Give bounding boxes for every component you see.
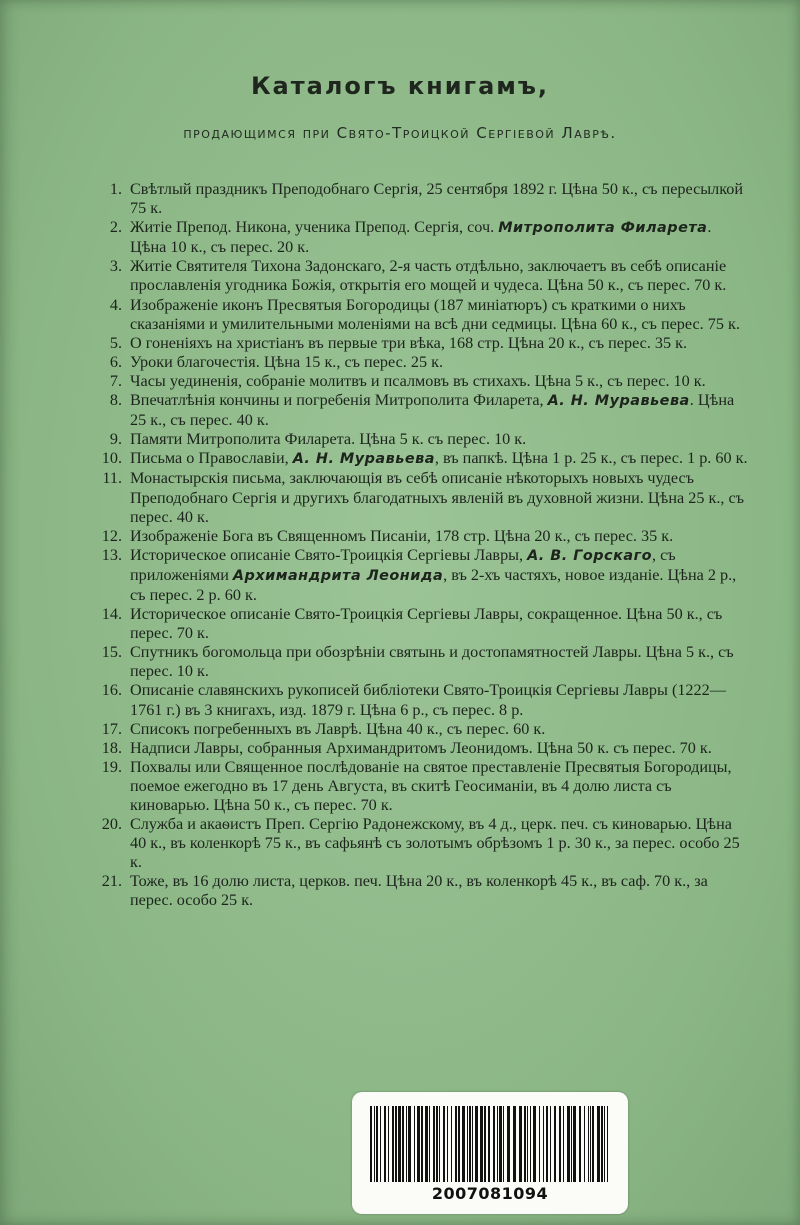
barcode-bar [443, 1106, 445, 1182]
entry-text: Историческое описаніе Свято-Троицкія Сергіевы Лавры, [130, 545, 528, 564]
barcode-bar [573, 1106, 576, 1182]
barcode-bar [384, 1106, 386, 1182]
entry-number: 18. [101, 738, 122, 757]
catalog-entry [88, 739, 748, 758]
barcode-bar [588, 1106, 589, 1182]
catalog-entry [88, 758, 748, 815]
barcode-bar [447, 1106, 448, 1182]
barcode-bar [414, 1106, 415, 1182]
barcode-bar [436, 1106, 438, 1182]
entry-text: . Цѣна 25 к., съ перес. 40 к. [130, 391, 735, 430]
entry-text: , съ приложеніями [130, 545, 676, 584]
barcode-bar [455, 1106, 457, 1182]
barcode-bar [484, 1106, 486, 1182]
entry-text: Надписи Лавры, собранныя Архимандритомъ Леонидомъ. Цѣна 50 к. съ перес. 70 к. [130, 738, 712, 757]
entry-text: . Цѣна 10 к., съ перес. 20 к. [130, 218, 712, 257]
barcode-bar [469, 1106, 471, 1182]
barcode-bar [584, 1106, 585, 1182]
barcode-bar [488, 1106, 490, 1182]
entry-number: 1. [109, 180, 122, 198]
catalog-entry [88, 527, 748, 546]
barcode-bar [539, 1106, 540, 1182]
entry-number: 19. [101, 757, 122, 776]
barcode-bar [590, 1106, 591, 1182]
barcode-bar [550, 1106, 551, 1182]
catalog-list [88, 180, 748, 911]
barcode-number: 2007081094 [431, 1184, 549, 1203]
catalog-title: Каталогъ книгамъ, [250, 72, 550, 100]
barcode-bar [472, 1106, 473, 1182]
barcode-bar [406, 1106, 407, 1182]
barcode-bar [607, 1106, 608, 1182]
barcode-bar [530, 1106, 531, 1182]
barcode-bar [546, 1106, 548, 1182]
entry-text: Житіе Святителя Тихона Задонскаго, 2-я часть отдѣльно, заключаетъ въ себѣ описаніе прославленія угодника Божія, открытія его мощей и чудеса. Цѣна 50 к., съ перес. 70 к. [130, 257, 727, 295]
entry-text: Тоже, въ 16 долю листа, церков. печ. Цѣна 20 к., въ коленкорѣ 45 к., въ саф. 70 к., за перес. особо 25 к. [130, 872, 708, 910]
entry-text: Спутникъ богомольца при обозрѣніи святынь и достопамятностей Лавры. Цѣна 5 к., съ перес. 10 к. [130, 643, 734, 681]
catalog-entry [88, 546, 748, 605]
barcode-bar [519, 1106, 522, 1182]
barcode-bar [527, 1106, 528, 1182]
catalog-entry [88, 353, 748, 372]
entry-author: А. В. Горскаго [527, 547, 652, 564]
entry-number: 14. [101, 605, 122, 624]
barcode-bar [402, 1106, 404, 1182]
entry-number: 21. [101, 872, 122, 891]
barcode-bar [475, 1106, 478, 1182]
barcode-bar [417, 1106, 420, 1182]
catalog-entry [88, 296, 748, 334]
barcode-label [352, 1092, 628, 1214]
barcode-bar [543, 1106, 544, 1182]
barcode-bar [554, 1106, 556, 1182]
entry-number: 9. [109, 430, 122, 449]
entry-number: 11. [102, 469, 122, 488]
barcode-bar [499, 1106, 502, 1182]
barcode-bar [376, 1106, 378, 1182]
barcode-bar [497, 1106, 498, 1182]
barcode-bar [462, 1106, 465, 1182]
barcode-bar [507, 1106, 510, 1182]
catalog-entry [88, 430, 748, 449]
barcode-bar [408, 1106, 411, 1182]
entry-text: Похвалы или Священное послѣдованіе на святое преставленіе Пресвятыя Богородицы, поемое ежегодно въ 17 день Августа, въ скитѣ Геосиманіи, въ 4 долю листа съ киноварью. Цѣна 50 к., съ перес. 70 к. [130, 757, 732, 814]
catalog-entry [88, 180, 748, 218]
barcode-bar [567, 1106, 570, 1182]
barcode-bar [370, 1106, 372, 1182]
entry-number: 5. [109, 333, 122, 352]
barcode-bar [392, 1106, 394, 1182]
entry-text: О гоненіяхъ на христіанъ въ первые три вѣка, 168 стр. Цѣна 20 к., съ перес. 35 к. [130, 333, 688, 352]
barcode-bar [433, 1106, 435, 1182]
barcode-bar [597, 1106, 600, 1182]
entry-text: Впечатлѣнія кончины и погребенія Митрополита Филарета, [130, 391, 548, 410]
barcode-bar [533, 1106, 536, 1182]
entry-text: Описаніе славянскихъ рукописей библіотеки Свято-Троицкія Сергіевы Лавры (1222—1761 г.) въ 3 книгахъ, изд. 1879 г. Цѣна 6 р., съ перес. 8 р. [130, 681, 726, 719]
catalog-entry [88, 334, 748, 353]
entry-author: Митрополита Филарета [498, 220, 708, 237]
barcode-bar [524, 1106, 526, 1182]
entry-text: Уроки благочестія. Цѣна 15 к., съ перес. 25 к. [130, 352, 443, 371]
entry-number: 12. [101, 526, 122, 545]
entry-number: 17. [101, 719, 122, 738]
entry-text: Списокъ погребенныхъ въ Лаврѣ. Цѣна 40 к., съ перес. 60 к. [130, 719, 546, 738]
barcode-bar [592, 1106, 594, 1182]
entry-number: 2. [109, 218, 122, 237]
barcode-bar [458, 1106, 460, 1182]
entry-number: 15. [101, 643, 122, 662]
catalog-entry [88, 872, 748, 910]
entry-text: , въ 2-хъ частяхъ, новое изданіе. Цѣна 2 р., съ перес. 2 р. 60 к. [130, 565, 737, 604]
entry-text: Монастырскія письма, заключающія въ себѣ описаніе нѣкоторыхъ новыхъ чудесъ Преподобнаго Сергія и другихъ благодатныхъ явленій въ духовной жизни. Цѣна 25 к., съ перес. 40 к. [130, 469, 745, 526]
barcode-bar [388, 1106, 389, 1182]
entry-text: Памяти Митрополита Филарета. Цѣна 5 к. съ перес. 10 к. [130, 430, 527, 449]
entry-author: А. Н. Муравьева [292, 451, 435, 468]
barcode-bar [579, 1106, 581, 1182]
barcode-bar [571, 1106, 572, 1182]
entry-number: 20. [101, 815, 122, 834]
barcode-bar [451, 1106, 452, 1182]
entry-author: А. Н. Муравьева [547, 393, 690, 410]
entry-text: Житіе Препод. Никона, ученика Препод. Сергія, соч. [130, 218, 499, 237]
catalog-entry [88, 643, 748, 681]
barcode-bar [601, 1106, 603, 1182]
catalog-entry [88, 605, 748, 643]
entry-text: Часы уединенія, собраніе молитвъ и псалмовъ въ стихахъ. Цѣна 5 к., съ перес. 10 к. [130, 371, 706, 390]
barcode-bar [439, 1106, 440, 1182]
catalog-entry [88, 681, 748, 719]
barcode-bar [467, 1106, 468, 1182]
barcode-bar [604, 1106, 605, 1182]
entry-text: Свѣтлый праздникъ Преподобнаго Сергія, 25 сентября 1892 г. Цѣна 50 к., съ пересылкой 75 к. [130, 180, 744, 218]
entry-text: Изображеніе иконъ Пресвятыя Богородицы (187 миніатюръ) съ краткими о нихъ сказаніями и умилительными моленіями на всѣ дни седмицы. Цѣна 60 к., съ перес. 75 к. [130, 295, 740, 333]
barcode-bar [395, 1106, 397, 1182]
entry-number: 4. [109, 295, 122, 314]
barcode-bar [380, 1106, 381, 1182]
catalog-entry [88, 372, 748, 391]
catalog-entry [88, 257, 748, 295]
entry-text: Служба и акаѳистъ Преп. Сергію Радонежскому, въ 4 д., церк. печ. съ киноварью. Цѣна 40 к., въ коленкорѣ 75 к., въ сафьянѣ съ золотымъ обрѣзомъ 1 р. 30 к., за перес. особо 25 к. [130, 815, 740, 872]
catalog-entry [88, 218, 748, 257]
entry-number: 7. [109, 371, 122, 390]
entry-text: , въ папкѣ. Цѣна 1 р. 25 к., съ перес. 1 р. 60 к. [434, 449, 748, 468]
entry-number: 16. [101, 681, 122, 700]
entry-number: 6. [109, 352, 122, 371]
barcode-bars [370, 1106, 610, 1182]
entry-text: Изображеніе Бога въ Священномъ Писаніи, 178 стр. Цѣна 20 к., съ перес. 35 к. [130, 526, 674, 545]
catalog-entry [88, 720, 748, 739]
entry-number: 8. [109, 391, 122, 410]
catalog-entry [88, 449, 748, 469]
barcode-bar [513, 1106, 516, 1182]
barcode-bar [493, 1106, 495, 1182]
catalog-entry [88, 469, 748, 526]
catalog-entry [88, 815, 748, 872]
entry-number: 3. [109, 257, 122, 276]
entry-text: Историческое описаніе Свято-Троицкія Сергіевы Лавры, сокращенное. Цѣна 50 к., съ перес. 70 к. [130, 605, 723, 643]
barcode-bar [559, 1106, 561, 1182]
entry-text: Письма о Православіи, [130, 449, 293, 468]
barcode-bar [425, 1106, 428, 1182]
catalog-entry [88, 391, 748, 430]
entry-author: Архимандрита Леонида [232, 567, 444, 584]
barcode-bar [429, 1106, 430, 1182]
barcode-bar [374, 1106, 375, 1182]
barcode-bar [563, 1106, 564, 1182]
entry-number: 10. [101, 449, 122, 468]
catalog-subtitle: продающимся при Свято-Троицкой Сергіевой Лаврѣ. [183, 124, 617, 142]
barcode-bar [398, 1106, 401, 1182]
barcode-bar [480, 1106, 483, 1182]
barcode-bar [421, 1106, 423, 1182]
entry-number: 13. [101, 545, 122, 564]
barcode-bar [503, 1106, 504, 1182]
